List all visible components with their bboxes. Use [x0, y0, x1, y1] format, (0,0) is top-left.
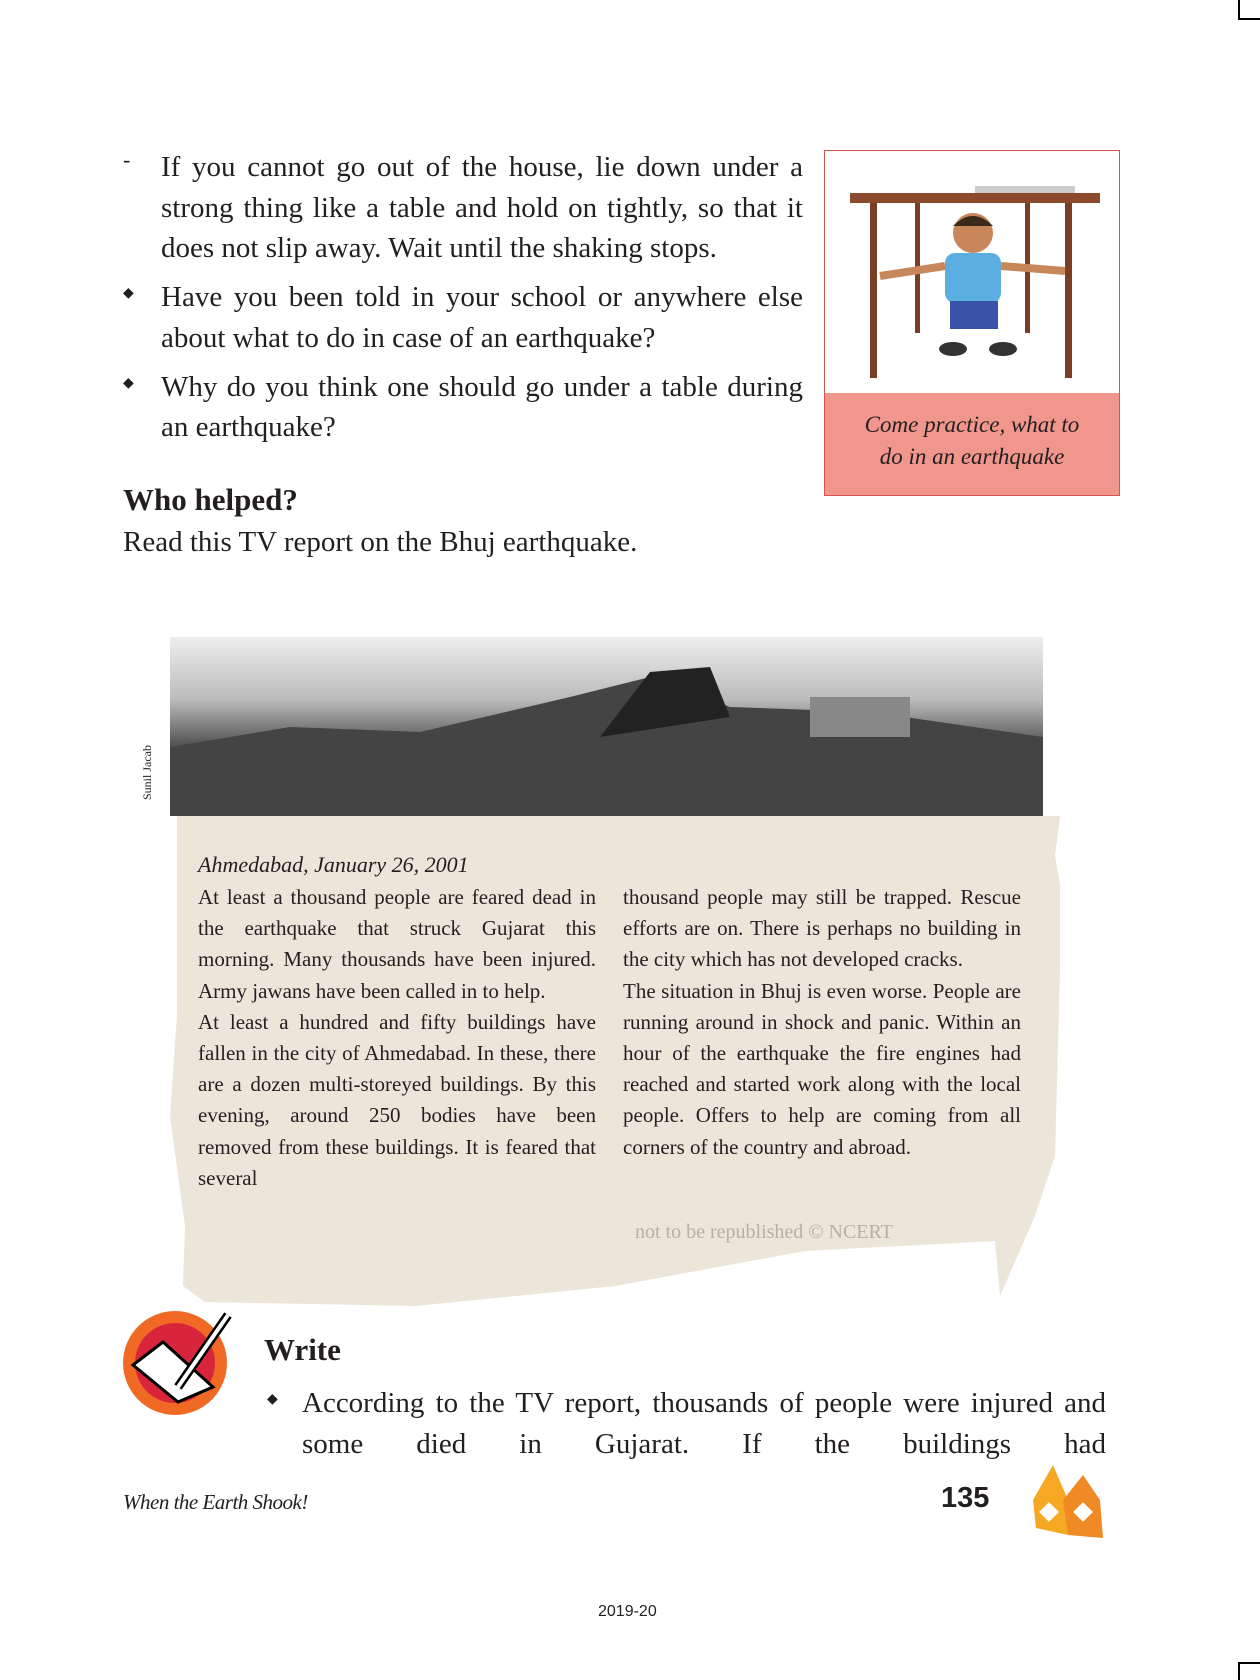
bullet-item	[123, 367, 803, 448]
earthquake-rubble-photo	[170, 637, 1043, 816]
report-column-2	[623, 882, 1021, 1163]
illustration-box	[824, 150, 1120, 496]
diamond-bullet-icon: ◆	[267, 1392, 278, 1407]
rubble-image	[170, 637, 1043, 816]
chapter-title-footer: When the Earth Shook!	[123, 1490, 308, 1514]
bullet-text: Why do you think one should go under a table during an earthquake?	[161, 370, 803, 444]
write-heading: Write	[264, 1332, 341, 1367]
figure-caption	[825, 393, 1119, 495]
caption-line: do in an earthquake	[879, 444, 1065, 469]
watermark: not to be republished © NCERT	[635, 1221, 893, 1243]
house-logo-icon	[1028, 1460, 1118, 1540]
bullet-text: If you cannot go out of the house, lie down under a strong thing like a table and hold on tightly, so that it does not slip away. Wait until the shaking stops.	[161, 151, 803, 265]
year-label: 2019-20	[598, 1603, 657, 1620]
diamond-bullet-icon: ◆	[123, 375, 134, 391]
section-heading: Who helped?	[123, 481, 298, 517]
crop-mark	[1238, 1662, 1260, 1680]
write-pencil-icon	[123, 1307, 236, 1415]
report-paragraph: thousand people may still be trapped. Rescue efforts are on. There is perhaps no building in the city which has not developed cracks.	[623, 885, 1021, 972]
crop-mark	[1238, 0, 1260, 20]
report-paragraph: At least a hundred and fifty buildings have fallen in the city of Ahmedabad. In these, there are a dozen multi-storeyed buildings. By this evening, around 250 bodies have been removed from these buildings. It is feared that several	[198, 1009, 596, 1190]
write-bullet-text: According to the TV report, thousands of people were injured and some died in Gujarat. If the buildings had	[302, 1387, 1106, 1460]
report-paragraph: The situation in Bhuj is even worse. People are running around in shock and panic. Within an hour of the earthquake the fire engines had reached and started work along with the local people. Offers to help are coming from all corners of the country and abroad.	[623, 978, 1021, 1159]
bullet-item	[123, 277, 803, 358]
section-intro: Read this TV report on the Bhuj earthquake.	[123, 525, 638, 558]
photo-credit: Sunil Jacab	[140, 745, 154, 800]
top-text-column	[123, 147, 803, 559]
bullet-text: Have you been told in your school or anywhere else about what to do in case of an earthquake?	[161, 281, 803, 354]
diamond-bullet-icon: ◆	[123, 286, 134, 302]
dash-marker: -	[123, 147, 131, 172]
report-paragraph: At least a thousand people are feared dead in the earthquake that struck Gujarat this morning. Many thousands have been injured. Army jawans have been called in to help.	[198, 885, 596, 1003]
bullet-item	[123, 147, 803, 269]
report-dateline: Ahmedabad, January 26, 2001	[198, 852, 469, 877]
page-number: 135	[941, 1482, 990, 1514]
caption-line: Come practice, what to	[864, 412, 1080, 437]
tv-report-box	[165, 816, 1060, 1306]
boy-under-table-illustration	[825, 151, 1119, 393]
report-column-1	[198, 882, 596, 1194]
write-bullet	[264, 1383, 1106, 1464]
